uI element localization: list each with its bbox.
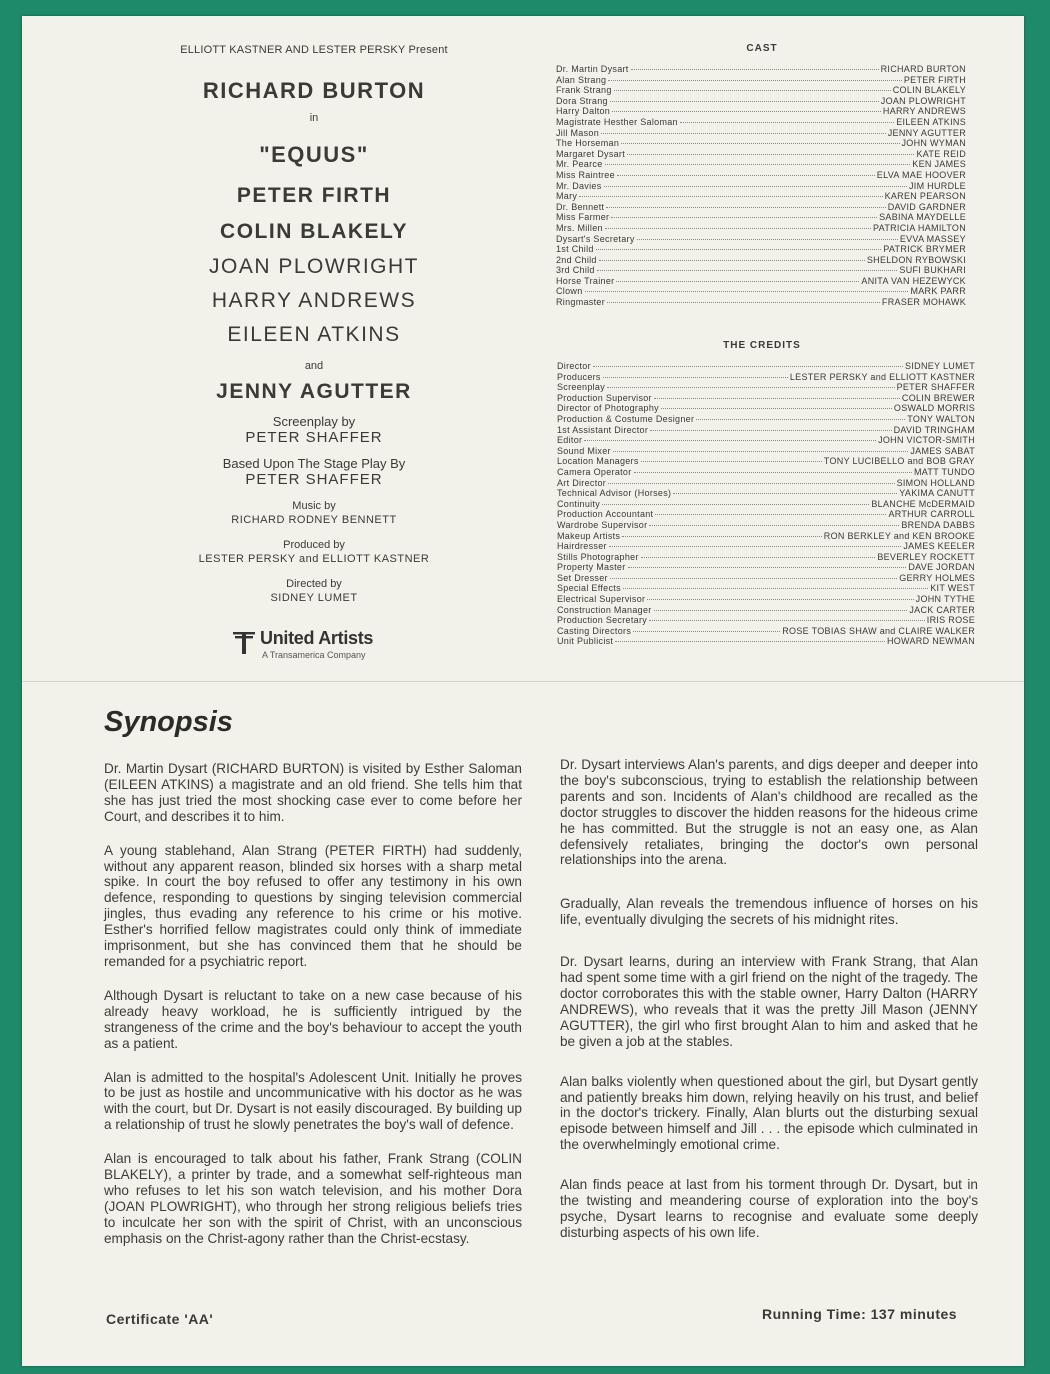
certificate: Certificate 'AA' — [106, 1311, 214, 1327]
dot-leader — [604, 186, 907, 187]
fold-line — [22, 681, 1024, 682]
cast-row — [556, 106, 966, 117]
directed-person: SIDNEY LUMET — [270, 592, 358, 604]
music-label: Music by — [292, 500, 336, 512]
dot-leader — [605, 228, 871, 229]
dot-leader — [597, 270, 898, 271]
synopsis-heading: Synopsis — [104, 706, 233, 738]
credits-row — [557, 520, 975, 531]
synopsis-paragraph: Dr. Martin Dysart (RICHARD BURTON) is visited by Esther Saloman (EILEEN ATKINS) a magistrate and an old friend. She tells him that she has just tried the most shocking case ever to come before her Court, and describes it to him. — [104, 761, 522, 824]
cast-name: DAVID GARDNER — [887, 201, 966, 212]
billed-name: JOAN PLOWRIGHT — [208, 255, 419, 278]
dot-leader — [654, 610, 908, 611]
credits-name: PETER SHAFFER — [896, 382, 975, 393]
dot-leader — [585, 291, 909, 292]
credits-role: Property Master — [557, 562, 626, 573]
dot-leader — [596, 249, 882, 250]
cast-name: PATRICK BRYMER — [883, 244, 966, 255]
credits-name: BRENDA DABBS — [901, 519, 975, 530]
synopsis-left-column — [104, 761, 522, 1265]
cast-role: Margaret Dysart — [556, 148, 626, 159]
cast-role: Dr. Martin Dysart — [556, 64, 629, 74]
dot-leader — [649, 620, 925, 621]
credits-role: Wardrobe Supervisor — [557, 519, 648, 530]
credits-row — [557, 393, 975, 404]
cast-row — [556, 117, 966, 128]
dot-leader — [661, 408, 892, 409]
billed-name: COLIN BLAKELY — [220, 220, 408, 243]
dot-leader — [610, 101, 879, 102]
dot-leader — [584, 440, 876, 441]
cast-role: Horse Trainer — [556, 275, 615, 286]
cast-name: JIM HURDLE — [908, 180, 966, 191]
cast-role: 1st Child — [556, 244, 594, 255]
credits-name: ROSE TOBIAS SHAW and CLAIRE WALKER — [782, 625, 975, 636]
credits-role: Production & Costume Designer — [557, 413, 695, 424]
dot-leader — [608, 80, 902, 81]
cast-role: Ringmaster — [556, 297, 606, 308]
credits-role: Editor — [557, 435, 583, 446]
cast-role: 3rd Child — [556, 265, 595, 276]
dot-leader — [611, 217, 877, 218]
credits-row — [557, 583, 975, 594]
cast-row — [556, 276, 966, 287]
credits-name: MATT TUNDO — [914, 466, 975, 477]
credits-name: TONY LUCIBELLO and BOB GRAY — [823, 456, 975, 467]
synopsis-paragraph: Alan is admitted to the hospital's Adolescent Unit. Initially he proves to be just as hostile and uncommunicative with his doctor as he was with the court, but Dr. Dysart is not easily discouraged. By building up a relationship of trust he slowly penetrates the boy's wall of defence. — [104, 1069, 522, 1133]
credits-role: Screenplay — [557, 382, 606, 393]
credits-heading: THE CREDITS — [723, 340, 801, 351]
united-artists-t-icon — [232, 630, 256, 654]
cast-row — [556, 202, 966, 213]
dot-leader — [633, 631, 780, 632]
cast-row — [556, 181, 966, 192]
credits-row — [557, 499, 975, 510]
cast-role: Harry Dalton — [556, 106, 611, 117]
credits-name: TONY WALTON — [907, 413, 975, 424]
cast-role: The Horseman — [556, 138, 620, 149]
cast-role: Mr. Pearce — [556, 159, 603, 170]
dot-leader — [579, 196, 882, 197]
credits-role: Special Effects — [557, 583, 621, 594]
credits-list — [557, 361, 975, 647]
credits-role: Casting Directors — [557, 625, 632, 636]
cast-role: Dysart's Secretary — [556, 233, 635, 244]
credits-name: SIMON HOLLAND — [896, 477, 975, 488]
cast-role: Frank Strang — [556, 85, 612, 96]
cast-name: PATRICIA HAMILTON — [873, 222, 966, 233]
dot-leader — [641, 557, 876, 558]
credits-role: Construction Manager — [557, 604, 652, 615]
cast-row — [556, 223, 966, 234]
credits-row — [557, 361, 975, 372]
cast-role: Jill Mason — [556, 127, 600, 138]
credits-role: Camera Operator — [557, 466, 632, 477]
cast-heading: CAST — [746, 43, 778, 54]
cast-role: Mr. Davies — [556, 180, 602, 191]
credits-role: Set Dresser — [557, 572, 608, 583]
cast-role: Dr. Bennett — [556, 201, 605, 212]
dot-leader — [607, 387, 895, 388]
dot-leader — [647, 599, 913, 600]
dot-leader — [605, 164, 911, 165]
presenters-line: ELLIOTT KASTNER AND LESTER PERSKY Present — [180, 44, 448, 56]
credits-name: IRIS ROSE — [926, 615, 975, 626]
dot-leader — [607, 302, 880, 303]
synopsis-paragraph: A young stablehand, Alan Strang (PETER FIRTH) had suddenly, without any apparent reason, blinded six horses with a sharp metal spike. In court the boy refused to offer any testimony in his own defence, responding to questions by singing television commercial jingles, thus evading any reference to his crime or his motive. Esther's horrified fellow magistrates could only think of immediate imprisonment, but she has convinced them that he should be remanded for a psychiatric report. — [104, 842, 522, 969]
credits-row — [557, 446, 975, 457]
credits-name: DAVE JORDAN — [908, 562, 975, 573]
star-name: RICHARD BURTON — [202, 78, 426, 103]
credits-row — [557, 478, 975, 489]
in-word: in — [309, 112, 319, 124]
credits-name: YAKIMA CANUTT — [899, 488, 975, 499]
based-label: Based Upon The Stage Play By — [222, 456, 406, 471]
credits-name: JAMES SABAT — [910, 445, 975, 456]
dot-leader — [696, 419, 905, 420]
billed-name: EILEEN ATKINS — [227, 323, 401, 346]
cast-name: MARK PARR — [910, 286, 966, 297]
cast-row — [556, 265, 966, 276]
dot-leader — [599, 260, 865, 261]
screenplay-person: PETER SHAFFER — [245, 429, 383, 446]
dot-leader — [654, 398, 900, 399]
credits-role: Art Director — [557, 477, 607, 488]
dot-leader — [603, 377, 788, 378]
credits-role: Production Supervisor — [557, 392, 652, 403]
cast-role: Dora Strang — [556, 95, 608, 106]
cast-row — [556, 234, 966, 245]
credits-row — [557, 615, 975, 626]
credits-row — [557, 594, 975, 605]
credits-name: COLIN BREWER — [901, 392, 975, 403]
credits-name: GERRY HOLMES — [899, 572, 975, 583]
dot-leader — [602, 504, 869, 505]
credits-role: Electrical Supervisor — [557, 594, 646, 605]
cast-row — [556, 64, 966, 75]
credits-name: BEVERLEY ROCKETT — [877, 551, 975, 562]
dot-leader — [650, 430, 891, 431]
cast-role: Clown — [556, 286, 583, 297]
credits-name: ARTHUR CARROLL — [888, 509, 975, 520]
credits-row — [557, 573, 975, 584]
united-artists-logo — [232, 628, 432, 664]
credits-row — [557, 382, 975, 393]
credits-role: Makeup Artists — [557, 530, 621, 541]
produced-person: LESTER PERSKY and ELLIOTT KASTNER — [198, 553, 430, 565]
cast-row — [556, 128, 966, 139]
dot-leader — [609, 546, 902, 547]
cast-name: EILEEN ATKINS — [896, 116, 966, 127]
credits-name: BLANCHE McDERMAID — [871, 498, 975, 509]
cast-name: JOHN WYMAN — [901, 138, 966, 149]
synopsis-paragraph: Dr. Dysart learns, during an interview with Frank Strang, that Alan had spent some time with a girl friend on the night of the tragedy. The doctor corroborates this with the stable owner, Harry Dalton (HARRY ANDREWS), who reveals that it was the pretty Jill Mason (JENNY AGUTTER), the girl who first brought Alan to him and asked that he be given a job at the stables. — [560, 954, 978, 1049]
billed-name: PETER FIRTH — [236, 184, 392, 207]
credits-name: SIDNEY LUMET — [905, 361, 975, 371]
dot-leader — [680, 122, 894, 123]
synopsis-paragraph: Alan balks violently when questioned about the girl, but Dysart gently and patiently breaks him down, relying heavily on his trust, and belief in the doctor's trickery. Finally, Alan blurts out the disturbing sexual episode between himself and Jill . . . the episode which culminated in the overwhelmingly emotional crime. — [560, 1073, 978, 1153]
cast-role: Magistrate Hesther Saloman — [556, 116, 678, 127]
credits-name: KIT WEST — [930, 583, 975, 594]
cast-name: SHELDON RYBOWSKI — [866, 254, 966, 265]
credits-row — [557, 467, 975, 478]
cast-row — [556, 191, 966, 202]
cast-role: Alan Strang — [556, 74, 607, 85]
cast-row — [556, 149, 966, 160]
dot-leader — [616, 281, 859, 282]
dot-leader — [615, 641, 885, 642]
cast-row — [556, 255, 966, 266]
cast-name: KAREN PEARSON — [884, 191, 966, 202]
cast-name: HARRY ANDREWS — [882, 106, 966, 117]
credits-role: Technical Advisor (Horses) — [557, 488, 672, 499]
cast-row — [556, 297, 966, 308]
logo-name: United Artists — [260, 628, 374, 648]
cast-name: FRASER MOHAWK — [881, 297, 966, 308]
dot-leader — [628, 567, 907, 568]
synopsis-paragraph: Gradually, Alan reveals the tremendous influence of horses on his life, eventually divulging the secrets of his midnight rites. — [560, 896, 978, 928]
logo-tagline: A Transamerica Company — [262, 650, 366, 660]
synopsis-paragraph: Alan finds peace at last from his torment through Dr. Dysart, but in the twisting and meandering course of exploration into the boy's psyche, Dysart learns to recognise and evaluate some deeply disturbing aspects of his own life. — [560, 1177, 978, 1240]
cast-role: Mrs. Millen — [556, 222, 603, 233]
billing-block — [152, 44, 476, 605]
credits-role: Producers — [557, 371, 601, 382]
credits-role: Hairdresser — [557, 541, 607, 552]
dot-leader — [641, 461, 822, 462]
dot-leader — [614, 90, 891, 91]
cast-row — [556, 85, 966, 96]
credits-row — [557, 626, 975, 637]
credits-row — [557, 636, 975, 647]
credits-role: Continuity — [557, 498, 601, 509]
credits-row — [557, 414, 975, 425]
cast-name: EVVA MASSEY — [899, 233, 966, 244]
billed-name: HARRY ANDREWS — [211, 289, 417, 312]
cast-name: ANITA VAN HEZEWYCK — [861, 275, 966, 286]
credits-role: Production Accountant — [557, 509, 654, 520]
and-word: and — [304, 360, 324, 372]
cast-name: JENNY AGUTTER — [887, 127, 966, 138]
cast-row — [556, 244, 966, 255]
credits-row — [557, 456, 975, 467]
credits-name: JOHN VICTOR-SMITH — [878, 435, 975, 446]
credits-role: Sound Mixer — [557, 445, 611, 456]
cast-row — [556, 138, 966, 149]
credits-row — [557, 552, 975, 563]
cast-name: PETER FIRTH — [903, 74, 966, 85]
dot-leader — [634, 472, 912, 473]
credits-role: Production Secretary — [557, 615, 648, 626]
cast-row — [556, 170, 966, 181]
credits-name: LESTER PERSKY and ELLIOTT KASTNER — [789, 371, 975, 382]
dot-leader — [613, 451, 909, 452]
credits-name: JOHN TYTHE — [915, 594, 975, 605]
credits-name: HOWARD NEWMAN — [886, 636, 975, 647]
cast-role: Miss Raintree — [556, 169, 615, 180]
credits-row — [557, 541, 975, 552]
dot-leader — [601, 133, 886, 134]
credits-role: Director — [557, 361, 591, 371]
dot-leader — [612, 111, 881, 112]
cast-role: Mary — [556, 191, 578, 202]
synopsis-paragraph: Dr. Dysart interviews Alan's parents, and digs deeper and deeper into the boy's subconscious, trying to establish the relationship between parents and son. Incidents of Alan's childhood are recalled as the doctor struggles to discover the hidden reasons for the hideous crime he has committed. But the struggle is not an easy one, as Alan defensively retaliates, bringing the doctor's own personal relationships into the arena. — [560, 757, 978, 868]
credits-role: Stills Photographer — [557, 551, 639, 562]
cast-name: RICHARD BURTON — [880, 64, 966, 74]
credits-row — [557, 372, 975, 383]
credits-row — [557, 605, 975, 616]
cast-row — [556, 212, 966, 223]
credits-name: JACK CARTER — [909, 604, 975, 615]
credits-row — [557, 488, 975, 499]
dot-leader — [655, 514, 886, 515]
dot-leader — [610, 578, 897, 579]
dot-leader — [608, 483, 894, 484]
credits-name: OSWALD MORRIS — [893, 403, 975, 414]
cast-name: SUFI BUKHARI — [899, 265, 966, 276]
credits-name: JAMES KEELER — [903, 541, 975, 552]
running-time: Running Time: 137 minutes — [762, 1306, 958, 1322]
credits-name: DAVID TRINGHAM — [893, 424, 975, 435]
credits-role: 1st Assistant Director — [557, 424, 649, 435]
credits-row — [557, 562, 975, 573]
credits-row — [557, 509, 975, 520]
cast-role: Miss Farmer — [556, 212, 610, 223]
cast-row — [556, 75, 966, 86]
credits-role: Director of Photography — [557, 403, 659, 414]
cast-row — [556, 96, 966, 107]
cast-role: 2nd Child — [556, 254, 597, 265]
credits-row — [557, 435, 975, 446]
dot-leader — [649, 525, 899, 526]
film-title: "EQUUS" — [259, 142, 369, 167]
dot-leader — [606, 207, 885, 208]
dot-leader — [593, 366, 903, 367]
synopsis-paragraph: Alan is encouraged to talk about his father, Frank Strang (COLIN BLAKELY), a printer by trade, and a somewhat self-righteous man who refuses to let his son watch television, and his mother Dora (JOAN PLOWRIGHT), who through her strong religious beliefs tries to inculcate her son with the spirit of Christ, with an unconscious emphasis on the Christ-agony rather than the Christ-ecstasy. — [104, 1151, 522, 1246]
cast-name: ELVA MAE HOOVER — [876, 169, 966, 180]
dot-leader — [637, 239, 898, 240]
cast-name: JOAN PLOWRIGHT — [880, 95, 966, 106]
credits-name: RON BERKLEY and KEN BROOKE — [823, 530, 975, 541]
credits-row — [557, 425, 975, 436]
dot-leader — [622, 536, 822, 537]
produced-label: Produced by — [283, 539, 345, 551]
credits-row — [557, 531, 975, 542]
based-person: PETER SHAFFER — [245, 471, 383, 488]
dot-leader — [673, 493, 897, 494]
directed-label: Directed by — [286, 578, 342, 590]
dot-leader — [617, 175, 875, 176]
cast-name: SABINA MAYDELLE — [879, 212, 966, 223]
billed-name: JENNY AGUTTER — [216, 380, 412, 403]
screenplay-label: Screenplay by — [272, 414, 356, 429]
synopsis-right-column — [560, 757, 978, 1259]
cast-row — [556, 159, 966, 170]
cast-name: KEN JAMES — [912, 159, 966, 170]
synopsis-paragraph: Although Dysart is reluctant to take on a new case because of his already heavy workload, he is sufficiently intrigued by the strangeness of the crime and the boy's behaviour to accept the youth as a patient. — [104, 987, 522, 1051]
cast-name: KATE REID — [916, 148, 966, 159]
cast-row — [556, 286, 966, 297]
dot-leader — [631, 69, 879, 70]
press-sheet — [22, 16, 1024, 1366]
credits-role: Location Managers — [557, 456, 639, 467]
cast-list — [556, 64, 966, 308]
music-person: RICHARD RODNEY BENNETT — [231, 514, 397, 526]
credits-role: Unit Publicist — [557, 636, 614, 647]
dot-leader — [621, 143, 899, 144]
credits-row — [557, 403, 975, 414]
cast-name: COLIN BLAKELY — [892, 85, 966, 96]
dot-leader — [627, 154, 914, 155]
dot-leader — [623, 588, 928, 589]
